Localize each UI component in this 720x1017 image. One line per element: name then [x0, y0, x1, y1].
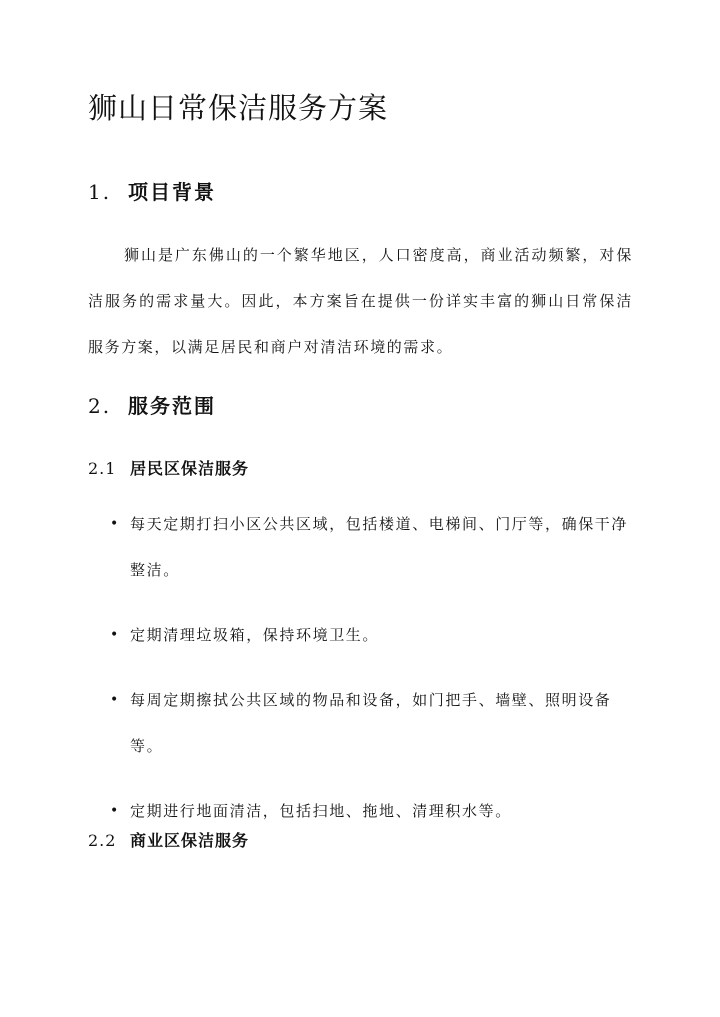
list-item-text: 定期清理垃圾箱，保持环境卫生。 — [130, 626, 380, 644]
subsection-number: 2.1 — [88, 459, 117, 478]
list-item — [88, 612, 633, 658]
section-title: 项目背景 — [128, 180, 216, 204]
section-title: 服务范围 — [128, 394, 216, 418]
residential-service-list — [88, 501, 633, 834]
bullet-icon: • — [110, 692, 120, 708]
document-title: 狮山日常保洁服务方案 — [88, 91, 389, 125]
subsection-title: 居民区保洁服务 — [130, 459, 250, 478]
list-item-text: 每天定期打扫小区公共区域，包括楼道、电梯间、门厅等，确保干净整洁。 — [130, 515, 629, 579]
bullet-icon: • — [110, 803, 120, 819]
section-number: 1. — [88, 180, 112, 204]
list-item — [88, 501, 633, 593]
list-item-text: 定期进行地面清洁，包括扫地、拖地、清理积水等。 — [130, 802, 512, 820]
bullet-icon: • — [110, 516, 120, 532]
subsection-heading-commercial — [88, 828, 249, 851]
subsection-heading-residential — [88, 456, 249, 479]
section-heading-background — [88, 176, 216, 205]
subsection-number: 2.2 — [88, 831, 117, 850]
bullet-icon: • — [110, 627, 120, 643]
subsection-title: 商业区保洁服务 — [130, 831, 250, 850]
section-heading-scope — [88, 390, 216, 419]
list-item — [88, 677, 633, 769]
background-paragraph: 狮山是广东佛山的一个繁华地区，人口密度高，商业活动频繁，对保洁服务的需求量大。因此，本方案旨在提供一份详实丰富的狮山日常保洁服务方案，以满足居民和商户对清洁环境的需求。 — [88, 246, 633, 356]
list-item-text: 每周定期擦拭公共区域的物品和设备，如门把手、墙壁、照明设备等。 — [130, 691, 612, 755]
section-number: 2. — [88, 394, 112, 418]
